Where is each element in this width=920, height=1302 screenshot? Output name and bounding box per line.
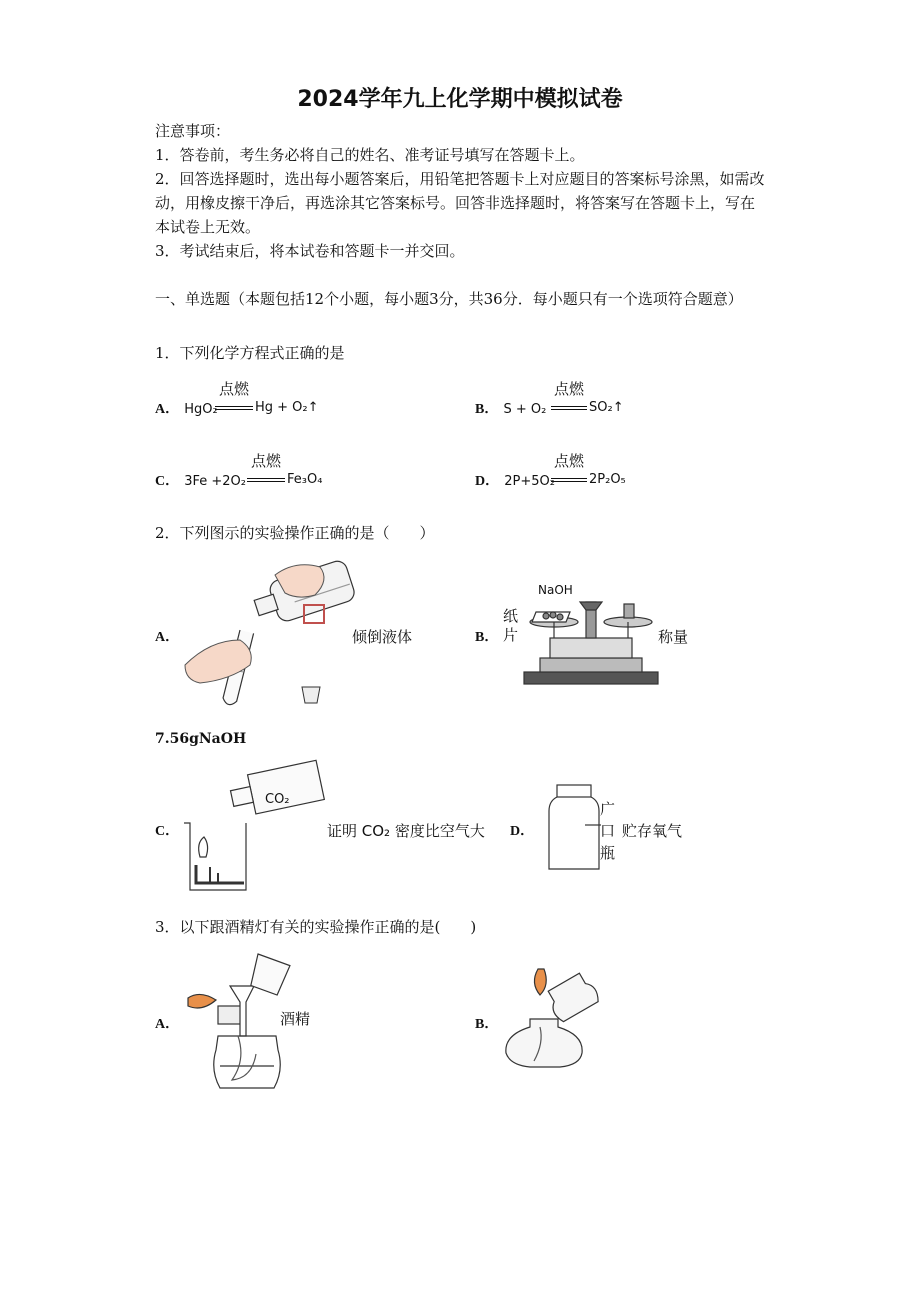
q2-option-b[interactable] [475, 626, 498, 646]
option-label: C． [155, 824, 180, 839]
q1-option-b[interactable] [475, 380, 775, 418]
co2-beaker-illustration [180, 765, 330, 895]
pouring-liquid-illustration [180, 555, 360, 715]
equation-left: 3Fe +2O₂ [184, 474, 246, 489]
section-heading: 一、单选题（本题包括12个小题，每小题3分，共36分．每小题只有一个选项符合题意） [155, 290, 743, 308]
caption-oxygen: 贮存氧气 [622, 822, 683, 840]
balance-illustration [500, 580, 660, 690]
equation-right: SO₂↑ [589, 400, 624, 415]
notice-item-1: 1．答卷前，考生务必将自己的姓名、准考证号填写在答题卡上。 [155, 146, 585, 164]
question-1-stem: 1．下列化学方程式正确的是 [155, 344, 345, 362]
equation-left: HgO₂ [184, 402, 218, 417]
option-label: C． [155, 474, 180, 489]
bottle-label-2: 口 [600, 822, 616, 840]
paper-label-1: 纸 [503, 607, 519, 625]
page-title: 2024学年九上化学期中模拟试卷 [297, 87, 623, 112]
q2-option-a[interactable] [155, 626, 179, 646]
question-2-stem: 2．下列图示的实验操作正确的是（ ） [155, 524, 435, 542]
notice-item-2: 2．回答选择题时，选出每小题答案后，用铅笔把答题卡上对应题目的答案标号涂黑，如需改动，用橡皮擦干净后，再选涂其它答案标号。回答非选择题时，将答案写在答题卡上，写在本试卷上无效。 [155, 170, 765, 236]
option-label: A． [155, 402, 180, 417]
option-label: B． [475, 1017, 499, 1032]
q2-option-c[interactable] [155, 820, 179, 840]
option-label: D． [475, 474, 500, 489]
caption-alcohol: 酒精 [280, 1010, 311, 1028]
condition-text: 点燃 [553, 452, 584, 470]
equation-right: Hg + O₂↑ [255, 400, 319, 415]
two-lamps-illustration [500, 965, 600, 1075]
option-label: B． [475, 402, 499, 417]
paper-label-2: 片 [503, 626, 519, 644]
caption-pouring: 倾倒液体 [352, 628, 413, 646]
equals-sign [551, 478, 587, 482]
question-3-stem: 3．以下跟酒精灯有关的实验操作正确的是( ) [155, 918, 477, 936]
co2-bottle-label: CO₂ [265, 792, 290, 807]
option-label: B． [475, 630, 499, 645]
q3-option-a[interactable] [155, 1013, 179, 1033]
q1-option-d[interactable] [475, 452, 775, 490]
equation-right: Fe₃O₄ [287, 472, 323, 487]
q1-option-a[interactable] [155, 380, 455, 418]
naoh-mass-text: 7.56gNaOH [155, 731, 247, 747]
option-label: A． [155, 1017, 180, 1032]
q3-option-b[interactable] [475, 1013, 498, 1033]
condition-text: 点燃 [553, 380, 584, 398]
caption-co2: 证明 CO₂ 密度比空气大 [327, 822, 485, 840]
equation-left: S + O₂ [503, 402, 547, 417]
equals-sign [215, 406, 253, 410]
equals-sign [551, 406, 587, 410]
notice-item-3: 3．考试结束后，将本试卷和答题卡一并交回。 [155, 242, 465, 260]
option-label: D． [510, 824, 535, 839]
naoh-label: NaOH [538, 583, 573, 597]
q1-option-c[interactable] [155, 452, 455, 490]
condition-text: 点燃 [250, 452, 281, 470]
equals-sign [247, 478, 285, 482]
notice-heading: 注意事项： [155, 122, 231, 140]
bottle-label-1: 广 [600, 800, 616, 818]
equation-right: 2P₂O₅ [589, 472, 626, 487]
condition-text: 点燃 [218, 380, 249, 398]
caption-weighing: 称量 [658, 628, 689, 646]
option-label: A． [155, 630, 180, 645]
equation-left: 2P+5O₂ [504, 474, 555, 489]
bottle-label-3: 瓶 [600, 844, 616, 862]
q2-option-d[interactable] [510, 820, 534, 840]
